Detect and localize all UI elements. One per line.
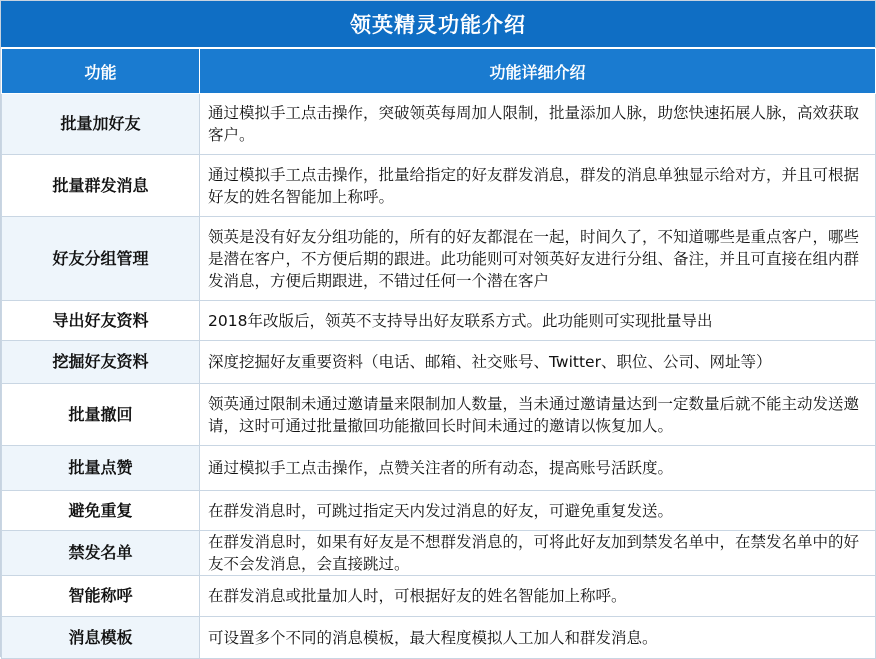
feature-name: 禁发名单 bbox=[2, 531, 200, 576]
feature-name: 好友分组管理 bbox=[2, 217, 200, 301]
table-row bbox=[2, 384, 876, 446]
feature-description: 通过模拟手工点击操作，点赞关注者的所有动态，提高账号活跃度。 bbox=[200, 446, 876, 491]
table-row bbox=[2, 617, 876, 659]
table-row bbox=[2, 155, 876, 217]
header-feature: 功能 bbox=[2, 49, 200, 94]
feature-description: 在群发消息或批量加人时，可根据好友的姓名智能加上称呼。 bbox=[200, 576, 876, 617]
feature-name: 避免重复 bbox=[2, 491, 200, 531]
table-row bbox=[2, 217, 876, 301]
feature-name: 批量撤回 bbox=[2, 384, 200, 446]
table-row bbox=[2, 576, 876, 617]
table-row bbox=[2, 531, 876, 576]
feature-name: 批量群发消息 bbox=[2, 155, 200, 217]
feature-name: 批量点赞 bbox=[2, 446, 200, 491]
feature-description: 深度挖掘好友重要资料（电话、邮箱、社交账号、Twitter、职位、公司、网址等） bbox=[200, 341, 876, 384]
table-row bbox=[2, 94, 876, 155]
feature-description: 在群发消息时，如果有好友是不想群发消息的，可将此好友加到禁发名单中，在禁发名单中的好友不会发消息，会直接跳过。 bbox=[200, 531, 876, 576]
feature-description: 可设置多个不同的消息模板，最大程度模拟人工加人和群发消息。 bbox=[200, 617, 876, 659]
feature-name: 消息模板 bbox=[2, 617, 200, 659]
feature-table bbox=[1, 48, 876, 659]
feature-name: 智能称呼 bbox=[2, 576, 200, 617]
feature-description: 通过模拟手工点击操作，批量给指定的好友群发消息，群发的消息单独显示给对方，并且可根据好友的姓名智能加上称呼。 bbox=[200, 155, 876, 217]
feature-name: 挖掘好友资料 bbox=[2, 341, 200, 384]
feature-description: 通过模拟手工点击操作，突破领英每周加人限制，批量添加人脉，助您快速拓展人脉，高效获取客户。 bbox=[200, 94, 876, 155]
table-row bbox=[2, 491, 876, 531]
table-row bbox=[2, 301, 876, 341]
header-description: 功能详细介绍 bbox=[200, 49, 876, 94]
table-row bbox=[2, 341, 876, 384]
page-title: 领英精灵功能介绍 bbox=[1, 1, 875, 48]
table-row bbox=[2, 446, 876, 491]
feature-description: 在群发消息时，可跳过指定天内发过消息的好友，可避免重复发送。 bbox=[200, 491, 876, 531]
feature-name: 导出好友资料 bbox=[2, 301, 200, 341]
feature-name: 批量加好友 bbox=[2, 94, 200, 155]
feature-description: 领英通过限制未通过邀请量来限制加人数量，当未通过邀请量达到一定数量后就不能主动发送邀请，这时可通过批量撤回功能撤回长时间未通过的邀请以恢复加人。 bbox=[200, 384, 876, 446]
table-header-row bbox=[2, 49, 876, 94]
feature-description: 领英是没有好友分组功能的，所有的好友都混在一起，时间久了，不知道哪些是重点客户，哪些是潜在客户，不方便后期的跟进。此功能则可对领英好友进行分组、备注，并且可直接在组内群发消息，方便后期跟进，不错过任何一个潜在客户 bbox=[200, 217, 876, 301]
feature-description: 2018年改版后，领英不支持导出好友联系方式。此功能则可实现批量导出 bbox=[200, 301, 876, 341]
